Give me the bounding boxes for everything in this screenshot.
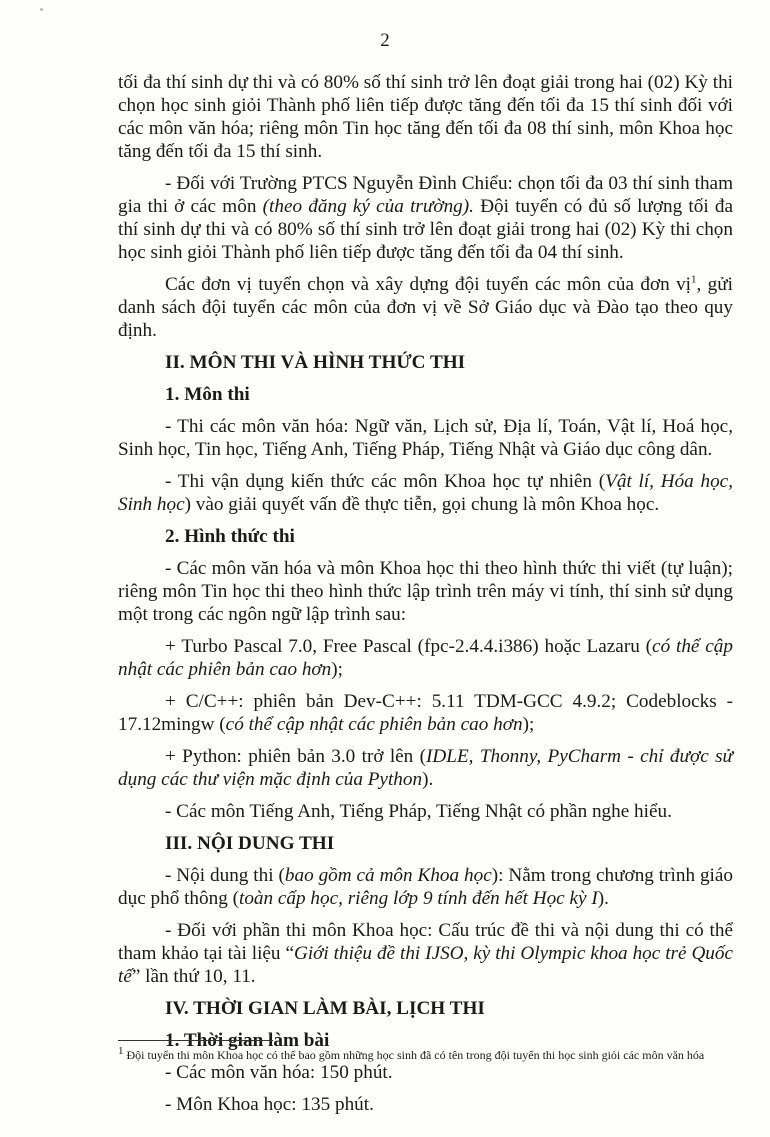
section-heading: II. MÔN THI VÀ HÌNH THỨC THI (165, 352, 466, 373)
footnote-reference[interactable]: 1 (691, 273, 697, 286)
paragraph: - Thi các môn văn hóa: Ngữ văn, Lịch sử, Địa lí, Toán, Vật lí, Hoá học, Sinh học, Tin học, Tiếng Anh, Tiếng Pháp, Tiếng Nhật và Giáo dục công dân. (118, 416, 733, 460)
document-body (118, 71, 733, 1125)
paragraph: - Môn Khoa học: 135 phút. (165, 1094, 374, 1115)
footnote (118, 1045, 733, 1063)
scan-speck (40, 8, 43, 11)
footnote-text: Đội tuyển thi môn Khoa học có thể bao gồm những học sinh đã có tên trong đội tuyển thi học sinh giỏi các môn văn hóa (123, 1048, 705, 1062)
paragraph: - Các môn văn hóa: 150 phút. (165, 1062, 393, 1083)
paragraph: - Nội dung thi (bao gồm cả môn Khoa học): Nằm trong chương trình giáo dục phổ thông (toàn cấp học, riêng lớp 9 tính đến hết Học kỳ I). (118, 865, 733, 909)
list-item: + Python: phiên bản 3.0 trở lên (IDLE, Thonny, PyCharm - chỉ được sử dụng các thư viện mặc định của Python). (118, 746, 734, 790)
paragraph: - Thi vận dụng kiến thức các môn Khoa học tự nhiên (Vật lí, Hóa học, Sinh học) vào giải quyết vấn đề thực tiễn, gọi chung là môn Khoa học. (118, 471, 733, 515)
footnote-mark: 1 (118, 1045, 124, 1057)
list-item: + Turbo Pascal 7.0, Free Pascal (fpc-2.4.4.i386) hoặc Lazaru (có thể cập nhật các phiên bản cao hơn); (118, 636, 733, 680)
section-heading: III. NỘI DUNG THI (165, 833, 335, 854)
subsection-heading: 2. Hình thức thi (165, 526, 295, 547)
paragraph: - Đối với phần thi môn Khoa học: Cấu trúc đề thi và nội dung thi có thể tham khảo tại tài liệu “Giới thiệu đề thi IJSO, kỳ thi Olympic khoa học trẻ Quốc tế” lần thứ 10, 11. (118, 920, 734, 987)
subsection-heading: 1. Thời gian làm bài (165, 1030, 330, 1051)
paragraph: Các đơn vị tuyển chọn và xây dựng đội tuyển các môn của đơn vị$^1$, gửi danh sách đội tuyển các môn của đơn vị về Sở Giáo dục và Đào tạo theo quy định. (118, 273, 733, 341)
section-heading: IV. THỜI GIAN LÀM BÀI, LỊCH THI (165, 998, 485, 1019)
footnote-divider (118, 1040, 273, 1041)
paragraph: tối đa thí sinh dự thi và có 80% số thí sinh trở lên đoạt giải trong hai (02) Kỳ thi chọn học sinh giỏi Thành phố liên tiếp được tăng đến tối đa 15 thí sinh đối với các môn văn hóa; riêng môn Tin học tăng đến tối đa 08 thí sinh, môn Khoa học tăng đến tối đa 15 thí sinh. (118, 72, 733, 162)
page-number: 2 (380, 30, 390, 51)
paragraph: - Các môn văn hóa và môn Khoa học thi theo hình thức thi viết (tự luận); riêng môn Tin học thi theo hình thức lập trình trên máy vi tính, thí sinh sử dụng một trong các ngôn ngữ lập trình sau: (118, 558, 733, 625)
subsection-heading: 1. Môn thi (165, 384, 250, 405)
paragraph: - Các môn Tiếng Anh, Tiếng Pháp, Tiếng Nhật có phần nghe hiểu. (165, 801, 672, 822)
list-item: + C/C++: phiên bản Dev-C++: 5.11 TDM-GCC 4.9.2; Codeblocks - 17.12mingw (có thể cập nhật các phiên bản cao hơn); (118, 691, 733, 735)
paragraph: - Đối với Trường PTCS Nguyễn Đình Chiểu: chọn tối đa 03 thí sinh tham gia thi ở các môn (theo đăng ký của trường). Đội tuyển có đủ số lượng tối đa thí sinh dự thi và có 80% số thí sinh trở lên đoạt giải trong hai (02) Kỳ thi chọn học sinh giỏi Thành phố liên tiếp được tăng đến tối đa 04 thí sinh. (118, 173, 733, 263)
